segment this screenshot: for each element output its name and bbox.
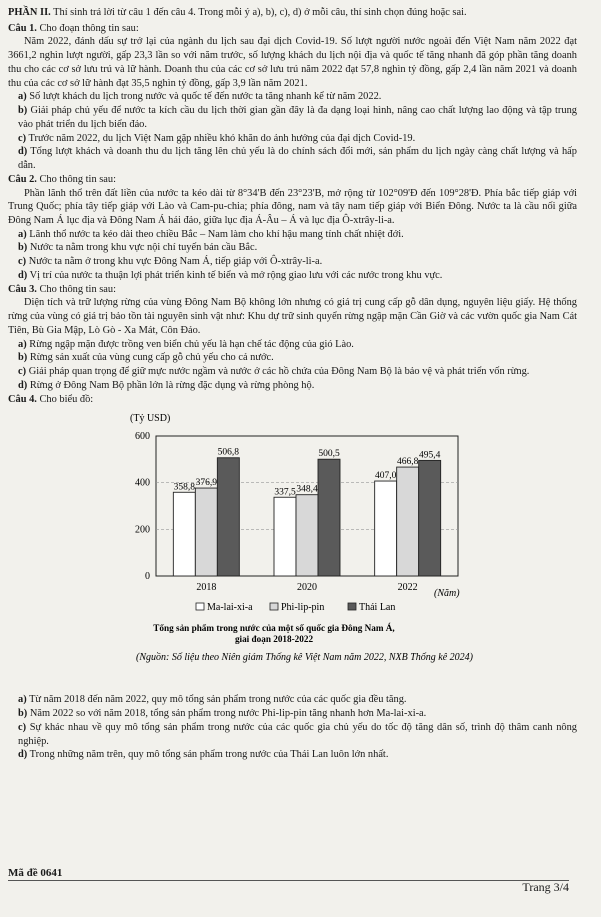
q4-d-text: Trong những năm trên, quy mô tổng sản phẩm trong nước của Thái Lan luôn lớn nhất. xyxy=(29,749,389,761)
chart-y-ticks xyxy=(135,431,150,582)
q4-c-text: Sự khác nhau về quy mô tổng sản phẩm trong nước của các quốc gia chủ yếu do tốc độ tăng dân số, trình độ thâm canh nông nghiệp. xyxy=(18,721,577,747)
q2-option-c: c) Nước ta nằm ở trong khu vực Đông Nam Á, tiếp giáp với Ô-xtrây-li-a. xyxy=(18,256,323,268)
chart-bar xyxy=(296,495,318,576)
chart-value-label: 337,5 xyxy=(274,487,296,498)
q1-c-text: Trước năm 2022, du lịch Việt Nam gặp nhiều khó khăn do ảnh hưởng của đại dịch Covid-19. xyxy=(28,132,416,144)
q3-option-a: a) Rừng ngập mặn được trồng ven biển chủ yếu là hạn chế tác động của gió Lào. xyxy=(18,338,354,350)
chart-legend-label: Ma-lai-xi-a xyxy=(207,602,253,614)
chart-bar xyxy=(318,460,340,577)
footer-divider xyxy=(8,880,569,881)
chart-x-tick-label: 2018 xyxy=(196,582,217,594)
q2-a-text: Lãnh thổ nước ta kéo dài theo chiều Bắc – Nam làm cho khí hậu mang tính chất nhiệt đới. xyxy=(29,228,404,240)
q4-option-d: d) Trong những năm trên, quy mô tổng sản phẩm trong nước của Thái Lan luôn lớn nhất. xyxy=(18,749,389,761)
chart-legend-label: Thái Lan xyxy=(359,602,396,614)
chart-bars xyxy=(173,458,440,576)
chart-y-tick-label: 0 xyxy=(145,571,150,583)
chart-y-tick-label: 600 xyxy=(135,431,150,443)
chart-y-tick-label: 200 xyxy=(135,524,150,536)
q4-a-text: Từ năm 2018 đến năm 2022, quy mô tổng sản phẩm trong nước của các quốc gia đều tăng. xyxy=(29,694,407,706)
chart-x-ticks xyxy=(196,582,417,593)
q4-option-c: c) Sự khác nhau về quy mô tổng sản phẩm trong nước của các quốc gia chủ yếu do tốc độ tăng dân số, trình độ thâm canh nông nghiệp. xyxy=(18,721,577,747)
q3-b-text: Rừng sản xuất của vùng cung cấp gỗ chủ yếu cho cả nước. xyxy=(29,352,274,364)
q2-c-text: Nước ta nằm ở trong khu vực Đông Nam Á, tiếp giáp với Ô-xtrây-li-a. xyxy=(28,256,323,268)
q1-b-text: Giải pháp chủ yếu để nước ta kích cầu du lịch thời gian gần đây là đa dạng loại hình, nâng cao chất lượng lao động và tập trung vào phát triển du lịch biển đảo. xyxy=(18,105,577,130)
q2-d-text: Vị trí của nước ta thuận lợi phát triển kinh tế biển và mở rộng giao lưu với các nước trong khu vực. xyxy=(29,269,443,281)
chart-ylabel: (Tỷ USD) xyxy=(130,413,171,425)
chart-bar xyxy=(217,458,239,576)
chart-x-tick-label: 2022 xyxy=(397,582,418,594)
q4-title: Câu 4. xyxy=(8,393,37,405)
q1-lead: Cho đoạn thông tin sau: xyxy=(39,22,139,34)
q1-option-c: c) Trước năm 2022, du lịch Việt Nam gặp nhiều khó khăn do ảnh hưởng của đại dịch Covid-19. xyxy=(18,132,416,144)
chart-value-label: 348,4 xyxy=(296,485,318,496)
chart-value-label: 407,0 xyxy=(374,471,397,482)
q3-header xyxy=(8,283,577,297)
q4-header xyxy=(8,393,577,407)
part-label: PHẦN II. xyxy=(8,7,51,18)
q1-passage: Năm 2022, đánh dấu sự trở lại của ngành du lịch sau đại dịch Covid-19. Số lượt người nước ngoài đến Việt Nam năm 2022 đạt 3661,2 nghìn lượt người, gấp 23,3 lần so với năm trước, số lượng khách du lịch nội địa và quốc tế tăng nhanh đã góp phần tăng doanh thu cho các cơ sở lưu trú và lữ hành. Doanh thu của các cơ sở lưu trú năm 2022 đạt 57,8 nghìn tỷ đồng, gấp 2,4 lần năm 2021 và doanh thu của các cơ sở lữ hành đạt 35,5 nghìn tỷ đồng, gấp 3,9 lần năm 2021. xyxy=(8,36,577,89)
chart-value-label: 466,8 xyxy=(396,457,419,468)
q4-lead: Cho biểu đồ: xyxy=(39,393,94,405)
q2-option-b: b) Nước ta nằm trong khu vực nội chí tuyến bán cầu Bắc. xyxy=(18,242,258,254)
q3-d-text: Rừng ở Đông Nam Bộ phần lớn là rừng đặc dụng và rừng phòng hộ. xyxy=(29,379,315,391)
chart-bar xyxy=(274,498,296,577)
q3-a-text: Rừng ngập mặn được trồng ven biển chủ yếu là hạn chế tác động của gió Lào. xyxy=(29,338,354,350)
q3-option-c: c) Giải pháp quan trọng để giữ mực nước ngầm và nước ở các hồ chứa của Đông Nam Bộ là bảo vệ và phát triển vốn rừng. xyxy=(18,366,530,378)
q2-passage: Phần lãnh thổ trên đất liền của nước ta kéo dài từ 8°34'B đến 23°23'B, mở rộng từ 102°09'Đ đến 109°28'Đ. Phía bắc tiếp giáp với Trung Quốc; phía tây tiếp giáp với Lào và Cam-pu-chia; phía đông, nam và tây nam tiếp giáp với Biển Đông. Nước ta là cầu nối giữa Đông Nam Á lục địa và Đông Nam Á hải đảo, giữa lục địa Á-Âu – Á và lục địa Ô-xtrây-li-a. xyxy=(8,187,577,227)
q2-b-text: Nước ta nằm trong khu vực nội chí tuyến bán cầu Bắc. xyxy=(29,242,258,254)
chart-legend-swatch xyxy=(196,603,204,610)
chart-title-line1: Tổng sản phẩm trong nước của một số quốc gia Đông Nam Á, xyxy=(153,623,395,634)
chart-legend-label: Phi-lip-pin xyxy=(281,602,325,614)
q3-lead: Cho thông tin sau: xyxy=(39,283,116,295)
q1-a-text: Số lượt khách du lịch trong nước và quốc tế đến nước ta tăng nhanh kể từ năm 2022. xyxy=(29,91,382,103)
chart-value-label: 495,4 xyxy=(418,450,441,461)
chart-legend-swatch xyxy=(348,603,356,610)
q4-b-text: Năm 2022 so với năm 2018, tổng sản phẩm trong nước Phi-lip-pin tăng nhanh hơn Ma-lai-xi-a. xyxy=(29,708,427,720)
q2-option-a: a) Lãnh thổ nước ta kéo dài theo chiều Bắc – Nam làm cho khí hậu mang tính chất nhiệt đới. xyxy=(18,228,404,240)
q1-option-b: b) Giải pháp chủ yếu để nước ta kích cầu du lịch thời gian gần đây là đa dạng loại hình, nâng cao chất lượng lao động và tập trung vào phát triển du lịch biển đảo. xyxy=(18,105,577,130)
q2-lead: Cho thông tin sau: xyxy=(39,173,116,185)
q2-option-d: d) Vị trí của nước ta thuận lợi phát triển kinh tế biển và mở rộng giao lưu với các nước trong khu vực. xyxy=(18,269,443,281)
chart-bar xyxy=(375,481,397,576)
q3-title: Câu 3. xyxy=(8,283,37,295)
chart-value-label: 358,8 xyxy=(173,482,196,493)
chart-legend-swatch xyxy=(270,603,278,610)
q1-option-a: a) Số lượt khách du lịch trong nước và quốc tế đến nước ta tăng nhanh kể từ năm 2022. xyxy=(18,91,382,103)
q1-option-d: d) Tổng lượt khách và doanh thu du lịch tăng lên chủ yếu là do chính sách đổi mới, sản phẩm du lịch ngày càng chất lượng và hấp dẫn. xyxy=(18,146,577,172)
exam-code: Mã đề 0641 xyxy=(8,867,63,879)
q3-option-b: b) Rừng sản xuất của vùng cung cấp gỗ chủ yếu cho cả nước. xyxy=(18,352,274,364)
q1-d-text: Tổng lượt khách và doanh thu du lịch tăng lên chủ yếu là do chính sách đổi mới, sản phẩm du lịch ngày càng chất lượng và hấp dẫn. xyxy=(18,146,577,172)
instruction-text: Thí sinh trả lời từ câu 1 đến câu 4. Trong mỗi ý a), b), c), d) ở mỗi câu, thí sinh chọn đúng hoặc sai. xyxy=(53,7,467,18)
chart-title-line2: giai đoạn 2018-2022 xyxy=(234,634,314,645)
q1-title: Câu 1. xyxy=(8,22,37,34)
gdp-chart-svg xyxy=(8,408,593,693)
q1-header xyxy=(8,22,577,36)
chart-value-label: 506,8 xyxy=(217,448,240,459)
q3-c-text: Giải pháp quan trọng để giữ mực nước ngầm và nước ở các hồ chứa của Đông Nam Bộ là bảo vệ và phát triển vốn rừng. xyxy=(28,366,530,378)
chart-xlabel: (Năm) xyxy=(434,588,460,600)
chart-value-label: 500,5 xyxy=(318,449,340,460)
part-instruction xyxy=(8,6,577,20)
gdp-chart xyxy=(8,408,577,693)
q2-header xyxy=(8,173,577,187)
q4-option-a: a) Từ năm 2018 đến năm 2022, quy mô tổng sản phẩm trong nước của các quốc gia đều tăng. xyxy=(18,694,407,706)
page-number: Trang 3/4 xyxy=(522,880,569,894)
chart-legend xyxy=(196,602,395,613)
chart-bar xyxy=(195,488,217,576)
q3-passage: Diện tích và trữ lượng rừng của vùng Đông Nam Bộ không lớn nhưng có giá trị cung cấp gỗ dân dụng, nguyên liệu giấy. Hệ thống rừng của vùng có giá trị bảo tồn tài nguyên sinh vật như: Khu dự trữ sinh quyển rừng ngập mặn Cần Giờ và các vườn quốc gia Nam Cát Tiên, Bù Gia Mập, Lò Gò - Xa Mát, Côn Đảo. xyxy=(8,297,577,336)
chart-bar xyxy=(419,461,441,577)
chart-y-tick-label: 400 xyxy=(135,477,150,489)
q4-option-b: b) Năm 2022 so với năm 2018, tổng sản phẩm trong nước Phi-lip-pin tăng nhanh hơn Ma-lai-xi-a. xyxy=(18,708,427,720)
q2-title: Câu 2. xyxy=(8,173,37,185)
chart-x-tick-label: 2020 xyxy=(297,582,317,594)
chart-bar xyxy=(173,493,195,577)
q3-option-d: d) Rừng ở Đông Nam Bộ phần lớn là rừng đặc dụng và rừng phòng hộ. xyxy=(18,379,315,391)
chart-value-label: 376,9 xyxy=(195,478,218,489)
chart-bar xyxy=(397,467,419,576)
chart-source: (Nguồn: Số liệu theo Niên giám Thống kê Việt Nam năm 2022, NXB Thống kê 2024) xyxy=(136,652,473,664)
